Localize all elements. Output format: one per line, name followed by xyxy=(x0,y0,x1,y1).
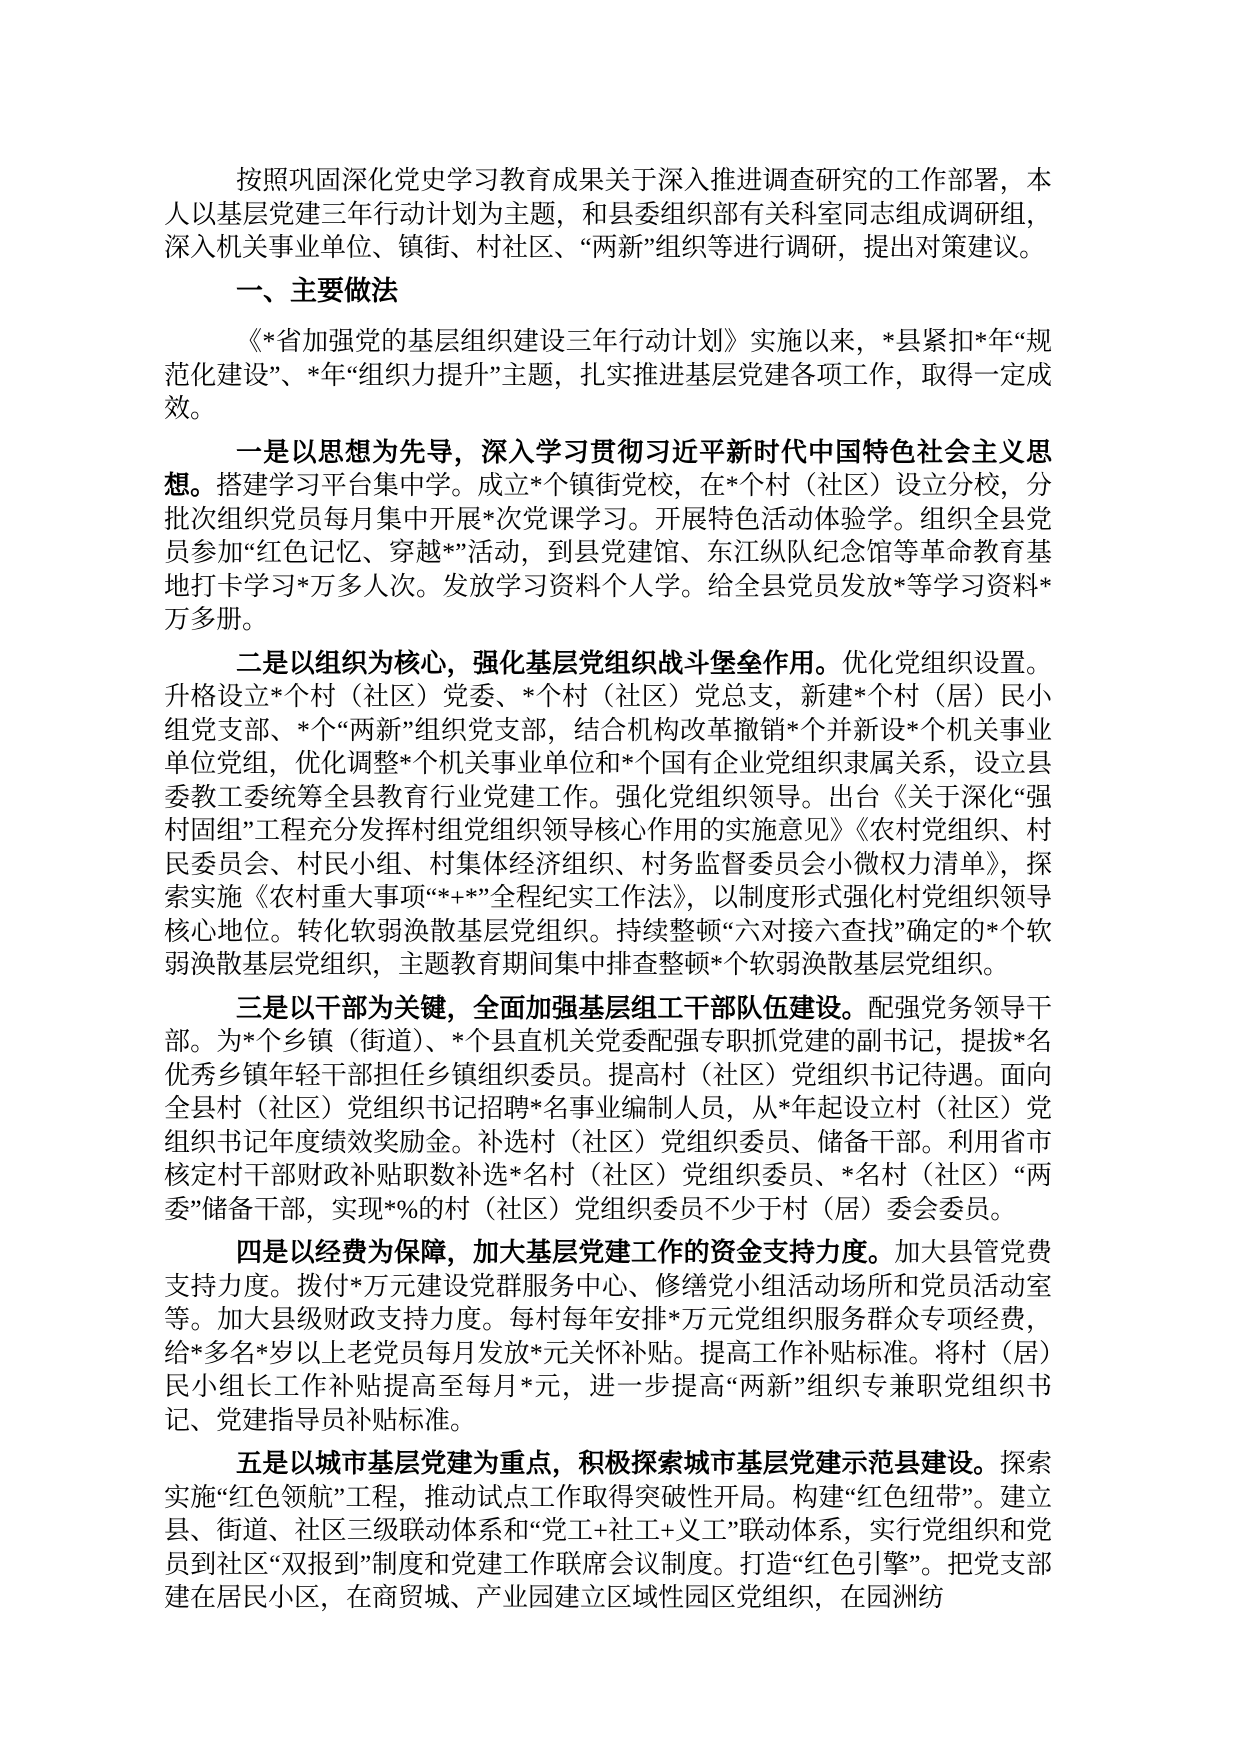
point-lead-4: 四是以经费为保障，加大基层党建工作的资金支持力度。 xyxy=(236,1237,895,1267)
point-body-3: 配强党务领导干部。为*个乡镇（街道）、*个县直机关党委配强专职抓党建的副书记，提拔*名优秀乡镇年轻干部担任乡镇组织委员。提高村（社区）党组织书记待遇。面向全县村（社区）党组织书记招聘*名事业编制人员，从*年起设立村（社区）党组织书记年度绩效奖励金。补选村（社区）党组织委员、储备干部。利用省市核定村干部财政补贴职数补选*名村（社区）党组织委员、*名村（社区）“两委”储备干部，实现*%的村（社区）党组织委员不少于村（居）委会委员。 xyxy=(164,993,1052,1224)
point-lead-2: 二是以组织为核心，强化基层党组织战斗堡垒作用。 xyxy=(236,647,842,678)
point-body-2: 优化党组织设置。升格设立*个村（社区）党委、*个村（社区）党总支，新建*个村（居）民小组党支部、*个“两新”组织党支部，结合机构改革撤销*个并新设*个机关事业单位党组，优化调整*个机关事业单位和*个国有企业党组织隶属关系，设立县委教工委统筹全县教育行业党建工作。强化党组织领导。出台《关于深化“强村固组”工程充分发挥村组党组织领导核心作用的实施意见》《农村党组织、村民委员会、村民小组、村集体经济组织、村务监督委员会小微权力清单》，探索实施《农村重大事项“*+*”全程纪实工作法》，以制度形式强化村党组织领导核心地位。转化软弱涣散基层党组织。持续整顿“六对接六查找”确定的*个软弱涣散基层党组织，主题教育期间集中排查整顿*个软弱涣散基层党组织。 xyxy=(164,648,1052,979)
overview-paragraph: 《*省加强党的基层组织建设三年行动计划》实施以来，*县紧扣*年“规范化建设”、*年“组织力提升”主题，扎实推进基层党建各项工作，取得一定成效。 xyxy=(164,327,1052,423)
point-lead-5: 五是以城市基层党建为重点，积极探索城市基层党建示范县建设。 xyxy=(236,1448,1000,1478)
point-body-4: 加大县管党费支持力度。拨付*万元建设党群服务中心、修缮党小组活动场所和党员活动室等。加大县级财政支持力度。每村每年安排*万元党组织服务群众专项经费，给*多名*岁以上老党员每月发放*元关怀补贴。提高工作补贴标准。将村（居）民小组长工作补贴提高至每月*元，进一步提高“两新”组织专兼职党组织书记、党建指导员补贴标准。 xyxy=(164,1238,1052,1435)
section-heading-main-practices: 一、主要做法 xyxy=(236,275,398,306)
point-body-5: 探索实施“红色领航”工程，推动试点工作取得突破性开局。构建“红色纽带”。建立县、街道、社区三级联动体系和“党工+社工+义工”联动体系，实行党组织和党员到社区“双报到”制度和党建工作联席会议制度。打造“红色引擎”。把党支部建在居民小区，在商贸城、产业园建立区域性园区党组织，在园洲纺 xyxy=(164,1449,1052,1612)
point-paragraph-2 xyxy=(164,647,1052,982)
point-lead-3: 三是以干部为关键，全面加强基层组工干部队伍建设。 xyxy=(236,992,868,1023)
intro-paragraph: 按照巩固深化党史学习教育成果关于深入推进调查研究的工作部署，本人以基层党建三年行动计划为主题，和县委组织部有关科室同志组成调研组，深入机关事业单位、镇街、村社区、“两新”组织等进行调研，提出对策建议。 xyxy=(164,166,1052,262)
point-paragraph-5 xyxy=(164,1447,1052,1615)
point-paragraph-3 xyxy=(164,992,1052,1227)
point-lead-1: 一是以思想为先导，深入学习贯彻习近平新时代中国特色社会主义思想。 xyxy=(164,436,1052,500)
point-body-1: 搭建学习平台集中学。成立*个镇街党校，在*个村（社区）设立分校，分批次组织党员每月集中开展*次党课学习。开展特色活动体验学。组织全县党员参加“红色记忆、穿越*”活动，到县党建馆、东江纵队纪念馆等革命教育基地打卡学习*万多人次。发放学习资料个人学。给全县党员发放*等学习资料*万多册。 xyxy=(164,471,1052,634)
point-paragraph-4 xyxy=(164,1236,1052,1437)
point-paragraph-1 xyxy=(164,436,1052,637)
